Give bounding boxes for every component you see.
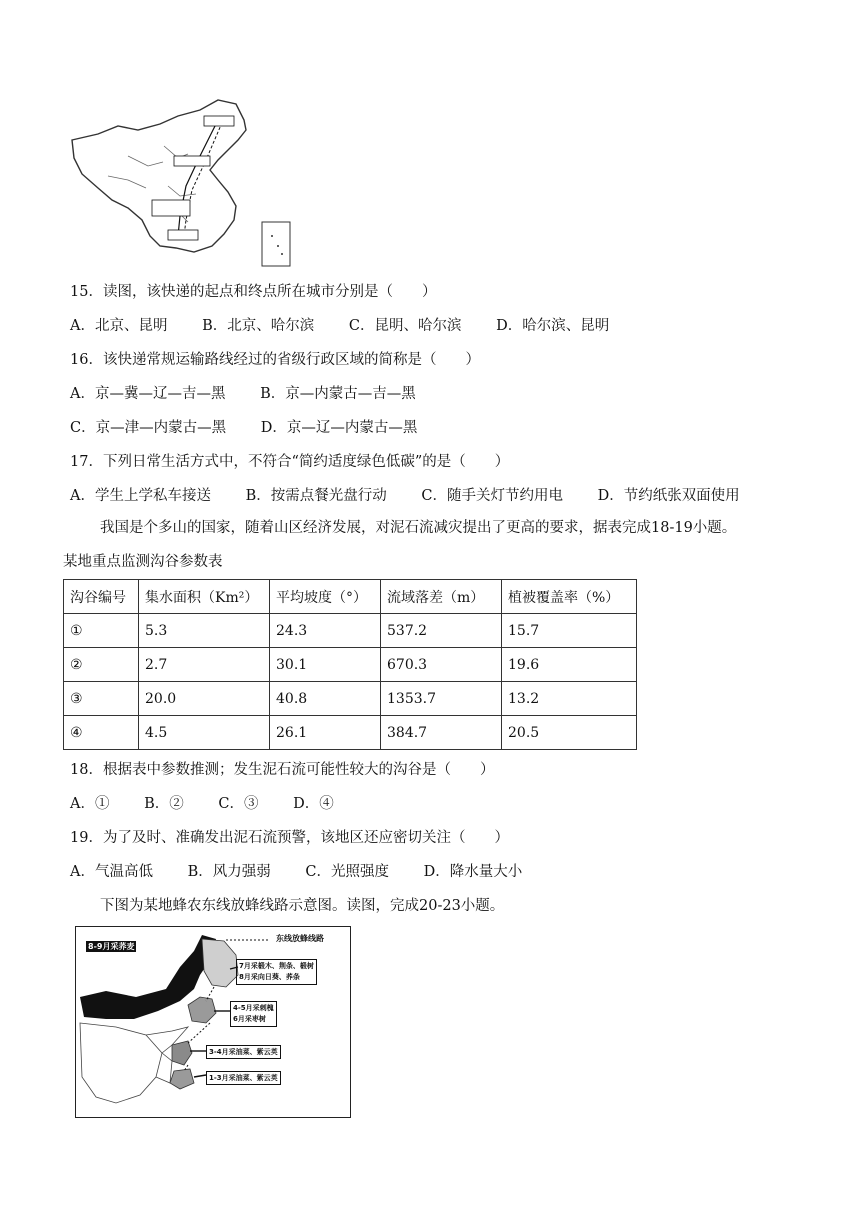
option-d[interactable]: D．哈尔滨、昆明: [496, 318, 610, 334]
table-row: [64, 716, 637, 750]
question-18: 18．根据表中参数推测；发生泥石流可能性较大的沟谷是（ ）: [70, 762, 495, 778]
table-cell: 5.3: [139, 614, 270, 648]
table-cell: ③: [64, 682, 139, 716]
option-d[interactable]: D．④: [293, 796, 334, 812]
option-d[interactable]: D．京—辽—内蒙古—黑: [260, 420, 418, 436]
table-header-row: [64, 580, 637, 614]
table-cell: 19.6: [502, 648, 637, 682]
bee-map-drawing: [76, 927, 348, 1115]
option-c[interactable]: C．③: [218, 796, 259, 812]
option-d[interactable]: D．降水量大小: [423, 864, 523, 880]
option-b[interactable]: B．北京、哈尔滨: [202, 318, 315, 334]
table-cell: 13.2: [502, 682, 637, 716]
option-b[interactable]: B．按需点餐光盘行动: [245, 488, 387, 504]
table-cell: 1353.7: [381, 682, 502, 716]
bee-map-legend: 东线放蜂线路: [276, 934, 324, 943]
option-a[interactable]: A．①: [70, 796, 110, 812]
table-cell: 537.2: [381, 614, 502, 648]
question-17-options: [70, 486, 770, 506]
table-cell: 15.7: [502, 614, 637, 648]
header-cell: 流域落差（m）: [381, 580, 502, 614]
option-b[interactable]: B．②: [144, 796, 184, 812]
option-c[interactable]: C．光照强度: [305, 864, 389, 880]
option-c[interactable]: C．京—津—内蒙古—黑: [70, 420, 227, 436]
option-d[interactable]: D．节约纸张双面使用: [597, 488, 740, 504]
table-cell: 4.5: [139, 716, 270, 750]
header-cell: 集水面积（Km²）: [139, 580, 270, 614]
gully-parameter-table: [63, 579, 637, 750]
header-cell: 植被覆盖率（%）: [502, 580, 637, 614]
table-cell: 26.1: [270, 716, 381, 750]
table-caption: 某地重点监测沟谷参数表: [63, 554, 223, 570]
china-outline-map: [68, 96, 300, 268]
question-15: 15．读图，该快递的起点和终点所在城市分别是（ ）: [70, 284, 437, 300]
question-16: 16．该快递常规运输路线经过的省级行政区域的简称是（ ）: [70, 352, 480, 368]
bee-label-january: 1-3月采油菜、紫云英: [206, 1071, 281, 1085]
header-cell: 沟谷编号: [64, 580, 139, 614]
table-row: [64, 682, 637, 716]
header-cell: 平均坡度（°）: [270, 580, 381, 614]
question-16-options-row1: [70, 384, 446, 404]
table-row: [64, 614, 637, 648]
intro-20-23: 下图为某地蜂农东线放蜂线路示意图。读图，完成20-23小题。: [100, 898, 505, 914]
intro-18-19: 我国是个多山的国家，随着山区经济发展，对泥石流减灾提出了更高的要求，据表完成18-19小题。: [100, 520, 737, 536]
table-cell: 30.1: [270, 648, 381, 682]
bee-label-march: 3-4月采油菜、紫云英: [206, 1045, 281, 1059]
option-b[interactable]: B．风力强弱: [187, 864, 271, 880]
bee-label-july-august: [236, 959, 317, 985]
question-19-options: [70, 862, 552, 882]
option-b[interactable]: B．京—内蒙古—吉—黑: [260, 386, 416, 402]
option-a[interactable]: A．气温高低: [70, 864, 153, 880]
table-cell: 20.0: [139, 682, 270, 716]
question-18-options: [70, 794, 364, 814]
table-cell: ④: [64, 716, 139, 750]
option-c[interactable]: C．随手关灯节约用电: [421, 488, 563, 504]
option-a[interactable]: A．学生上学私车接送: [70, 488, 211, 504]
question-15-options: [70, 316, 639, 336]
bee-label-july: 7月采椴木、荆条、椴树: [239, 962, 314, 970]
table-row: [64, 648, 637, 682]
table-cell: 384.7: [381, 716, 502, 750]
option-c[interactable]: C．昆明、哈尔滨: [348, 318, 462, 334]
option-a[interactable]: A．京—冀—辽—吉—黑: [70, 386, 226, 402]
table-cell: 20.5: [502, 716, 637, 750]
table-cell: ①: [64, 614, 139, 648]
question-16-options-row2: [70, 418, 447, 438]
bee-label-buckwheat: 8-9月采荞麦: [88, 942, 135, 951]
question-19: 19．为了及时、准确发出泥石流预警，该地区还应密切关注（ ）: [70, 830, 509, 846]
table-cell: ②: [64, 648, 139, 682]
bee-label-april-june: [230, 1001, 277, 1027]
bee-label-april: 4-5月采刺槐: [233, 1004, 274, 1012]
question-17: 17．下列日常生活方式中，不符合“简约适度绿色低碳”的是（ ）: [70, 454, 510, 470]
table-cell: 2.7: [139, 648, 270, 682]
table-cell: 40.8: [270, 682, 381, 716]
bee-label-august: 8月采向日葵、荞条: [239, 973, 300, 981]
option-a[interactable]: A．北京、昆明: [70, 318, 168, 334]
bee-label-june: 6月采枣树: [233, 1015, 266, 1023]
courier-route-map: [68, 96, 300, 268]
table-cell: 24.3: [270, 614, 381, 648]
bee-route-map: [75, 926, 351, 1118]
table-cell: 670.3: [381, 648, 502, 682]
